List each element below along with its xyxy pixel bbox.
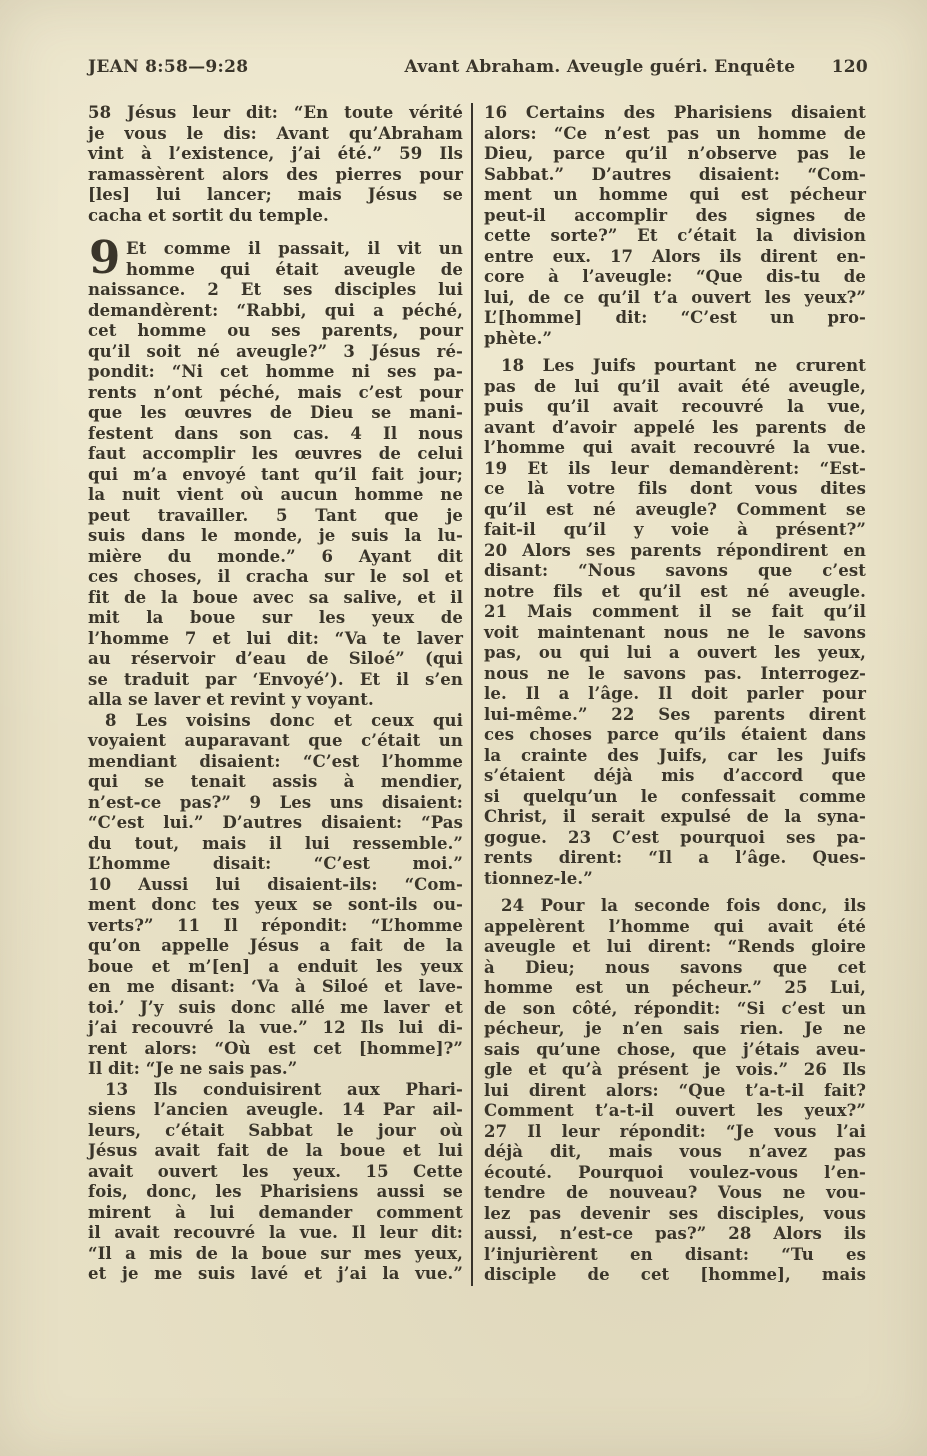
- text-line: fit de la boue avec sa salive, et il: [88, 587, 463, 607]
- text-line: écouté. Pourquoi voulez-vous l’en-: [484, 1162, 866, 1182]
- text-line: alors: “Ce n’est pas un homme de: [484, 123, 866, 143]
- text-line: se traduit par ‘Envoyé’). Et il s’en: [88, 669, 463, 689]
- text-line: demandèrent: “Rabbi, qui a péché,: [88, 300, 463, 320]
- text-column-right: [484, 103, 866, 1286]
- text-line: mendiant disaient: “C’est l’homme: [88, 751, 463, 771]
- text-line: mirent à lui demander comment: [88, 1202, 463, 1222]
- running-head: Avant Abraham. Aveugle guéri. Enquête: [404, 57, 796, 77]
- text-line: peut-il accomplir des signes de: [484, 205, 866, 225]
- text-line: voyaient auparavant que c’était un: [88, 731, 463, 750]
- text-line: qu’on appelle Jésus a fait de la: [88, 936, 463, 955]
- text-line: 8 Les voisins donc et ceux qui: [105, 710, 463, 730]
- text-line: disciple de cet [homme], mais: [484, 1265, 866, 1284]
- text-line: ramassèrent alors des pierres pour: [88, 164, 463, 184]
- chapter-number-dropcap: 9: [89, 231, 121, 284]
- text-line: n’est-ce pas?” 9 Les uns disaient:: [88, 792, 463, 812]
- text-line: 20 Alors ses parents répondirent en: [484, 540, 866, 560]
- text-line: la crainte des Juifs, car les Juifs: [484, 745, 866, 765]
- text-line: ce là votre fils dont vous dites: [484, 479, 866, 498]
- text-line: à Dieu; nous savons que cet: [484, 957, 866, 977]
- text-line: du tout, mais il lui ressemble.”: [88, 833, 463, 853]
- text-line: de son côté, répondit: “Si c’est un: [484, 998, 866, 1018]
- text-line: faut accomplir les œuvres de celui: [88, 444, 463, 463]
- text-line: 24 Pour la seconde fois donc, ils: [501, 896, 866, 915]
- text-line: 10 Aussi lui disaient-ils: “Com-: [88, 874, 463, 894]
- text-line: je vous le dis: Avant qu’Abraham: [88, 123, 463, 143]
- text-line: rents dirent: “Il a l’âge. Ques-: [484, 848, 866, 867]
- text-line: fait-il qu’il y voie à présent?”: [484, 520, 866, 539]
- text-line: qu’il soit né aveugle?” 3 Jésus ré-: [88, 341, 463, 361]
- text-line: siens l’ancien aveugle. 14 Par ail-: [88, 1100, 463, 1119]
- text-line: pondit: “Ni cet homme ni ses pa-: [88, 362, 463, 381]
- text-line: Il dit: “Je ne sais pas.”: [88, 1059, 298, 1078]
- text-line: sais qu’une chose, que j’étais aveu-: [484, 1039, 866, 1059]
- page-header: [0, 0, 927, 77]
- text-line: lez pas devenir ses disciples, vous: [484, 1203, 866, 1223]
- text-line: phète.”: [484, 328, 553, 348]
- text-line: core à l’aveugle: “Que dis-tu de: [484, 267, 866, 286]
- text-column-left: [88, 103, 463, 1286]
- text-line: ment donc tes yeux se sont-ils ou-: [88, 895, 463, 914]
- text-line: verts?” 11 Il répondit: “L’homme: [88, 915, 463, 935]
- text-line: Comment t’a-t-il ouvert les yeux?”: [484, 1101, 866, 1120]
- text-line: qu’il est né aveugle? Comment se: [484, 499, 866, 519]
- text-line: qui m’a envoyé tant qu’il fait jour;: [88, 464, 463, 484]
- text-line: gogue. 23 C’est pourquoi ses pa-: [484, 827, 866, 847]
- text-line: appelèrent l’homme qui avait été: [484, 916, 866, 936]
- text-line: 19 Et ils leur demandèrent: “Est-: [484, 458, 866, 478]
- text-line: entre eux. 17 Alors ils dirent en-: [484, 246, 866, 266]
- text-line: que les œuvres de Dieu se mani-: [88, 403, 463, 422]
- text-line: avant d’avoir appelé les parents de: [484, 417, 866, 437]
- text-line: si quelqu’un le confessait comme: [484, 786, 866, 806]
- text-line: L’[homme] dit: “C’est un pro-: [484, 308, 866, 327]
- text-line: disant: “Nous savons que c’est: [484, 561, 866, 580]
- text-line: vint à l’existence, j’ai été.” 59 Ils: [88, 144, 463, 163]
- text-line: voit maintenant nous ne le savons: [484, 622, 866, 642]
- text-line: cacha et sortit du temple.: [88, 205, 329, 225]
- text-line: il avait recouvré la vue. Il leur dit:: [88, 1223, 463, 1242]
- text-line: L’homme disait: “C’est moi.”: [88, 854, 463, 873]
- text-line: gle et qu’à présent je vois.” 26 Ils: [484, 1060, 866, 1079]
- text-line: alla se laver et revint y voyant.: [88, 690, 374, 709]
- text-line: Dieu, parce qu’il n’observe pas le: [484, 144, 866, 163]
- text-line: au réservoir d’eau de Siloé” (qui: [88, 649, 463, 668]
- text-line: “C’est lui.” D’autres disaient: “Pas: [88, 813, 463, 832]
- text-line: s’étaient déjà mis d’accord que: [484, 766, 866, 785]
- text-line: pécheur, je n’en sais rien. Je ne: [484, 1019, 866, 1038]
- text-line: 21 Mais comment il se fait qu’il: [484, 602, 866, 621]
- chapter-verse-reference: JEAN 8:58—9:28: [88, 57, 249, 77]
- text-line: tionnez-le.”: [484, 868, 593, 888]
- text-line: ces choses, il cracha sur le sol et: [88, 567, 463, 586]
- text-line: et je me suis lavé et j’ai la vue.”: [88, 1264, 463, 1283]
- text-line: homme est un pécheur.” 25 Lui,: [484, 978, 866, 997]
- text-line: homme qui était aveugle de: [126, 259, 463, 279]
- text-line: festent dans son cas. 4 Il nous: [88, 423, 463, 443]
- text-line: notre fils et qu’il est né aveugle.: [484, 581, 866, 601]
- text-line: aussi, n’est-ce pas?” 28 Alors ils: [484, 1224, 866, 1243]
- text-line: 9 Et comme il passait, il vit un: [89, 231, 463, 284]
- text-line: pas de lui qu’il avait été aveugle,: [484, 376, 866, 396]
- text-line: rent alors: “Où est cet [homme]?”: [88, 1038, 463, 1058]
- text-line: lui-même.” 22 Ses parents dirent: [484, 704, 866, 724]
- text-line: pas, ou qui lui a ouvert les yeux,: [484, 643, 866, 662]
- page-number: 120: [831, 57, 868, 77]
- text-line: l’homme 7 et lui dit: “Va te laver: [88, 628, 463, 648]
- text-line: j’ai recouvré la vue.” 12 Ils lui di-: [88, 1018, 463, 1037]
- text-line: [les] lui lancer; mais Jésus se: [88, 185, 463, 204]
- text-line: lui, de ce qu’il t’a ouvert les yeux?”: [484, 287, 866, 307]
- text-line: peut travailler. 5 Tant que je: [88, 505, 463, 525]
- text-line: avait ouvert les yeux. 15 Cette: [88, 1161, 463, 1181]
- text-line: cet homme ou ses parents, pour: [88, 321, 463, 340]
- text-line: l’homme qui avait recouvré la vue.: [484, 438, 866, 457]
- text-line: Sabbat.” D’autres disaient: “Com-: [484, 164, 866, 184]
- text-line: rents n’ont péché, mais c’est pour: [88, 382, 463, 402]
- text-line: boue et m’[en] a enduit les yeux: [88, 956, 463, 976]
- text-line: Christ, il serait expulsé de la syna-: [484, 807, 866, 826]
- text-line: qui se tenait assis à mendier,: [88, 772, 463, 791]
- text-line: 16 Certains des Pharisiens disaient: [484, 103, 866, 122]
- text-line: le. Il a l’âge. Il doit parler pour: [484, 684, 866, 703]
- text-line: ment un homme qui est pécheur: [484, 185, 866, 204]
- text-line: toi.’ J’y suis donc allé me laver et: [88, 997, 463, 1017]
- text-line: lui dirent alors: “Que t’a-t-il fait?: [484, 1080, 866, 1100]
- text-line: suis dans le monde, je suis la lu-: [88, 526, 463, 545]
- column-divider: [471, 103, 473, 1286]
- text-line: fois, donc, les Pharisiens aussi se: [88, 1182, 463, 1201]
- text-line: ces choses parce qu’ils étaient dans: [484, 725, 866, 744]
- text-line: nous ne le savons pas. Interrogez-: [484, 663, 866, 683]
- text-line: puis qu’il avait recouvré la vue,: [484, 397, 866, 416]
- text-line: leurs, c’était Sabbat le jour où: [88, 1120, 463, 1140]
- text-line: en me disant: ‘Va à Siloé et lave-: [88, 977, 463, 996]
- text-line: tendre de nouveau? Vous ne vou-: [484, 1183, 866, 1202]
- text-line: “Il a mis de la boue sur mes yeux,: [88, 1243, 463, 1263]
- text-line: aveugle et lui dirent: “Rends gloire: [484, 937, 866, 956]
- text-line: 18 Les Juifs pourtant ne crurent: [501, 356, 866, 375]
- text-line: Jésus avait fait de la boue et lui: [88, 1141, 463, 1160]
- text-line: mit la boue sur les yeux de: [88, 608, 463, 627]
- text-line: naissance. 2 Et ses disciples lui: [88, 280, 463, 299]
- text-line: 27 Il leur répondit: “Je vous l’ai: [484, 1121, 866, 1141]
- text-line: cette sorte?” Et c’était la division: [484, 226, 866, 245]
- body-text-block: [0, 77, 927, 1286]
- text-line: la nuit vient où aucun homme ne: [88, 485, 463, 504]
- text-line: mière du monde.” 6 Ayant dit: [88, 546, 463, 566]
- text-line: déjà dit, mais vous n’avez pas: [484, 1142, 866, 1161]
- text-line: 58 Jésus leur dit: “En toute vérité: [88, 103, 463, 122]
- text-line: 13 Ils conduisirent aux Phari-: [105, 1079, 463, 1099]
- text-line: l’injurièrent en disant: “Tu es: [484, 1244, 866, 1264]
